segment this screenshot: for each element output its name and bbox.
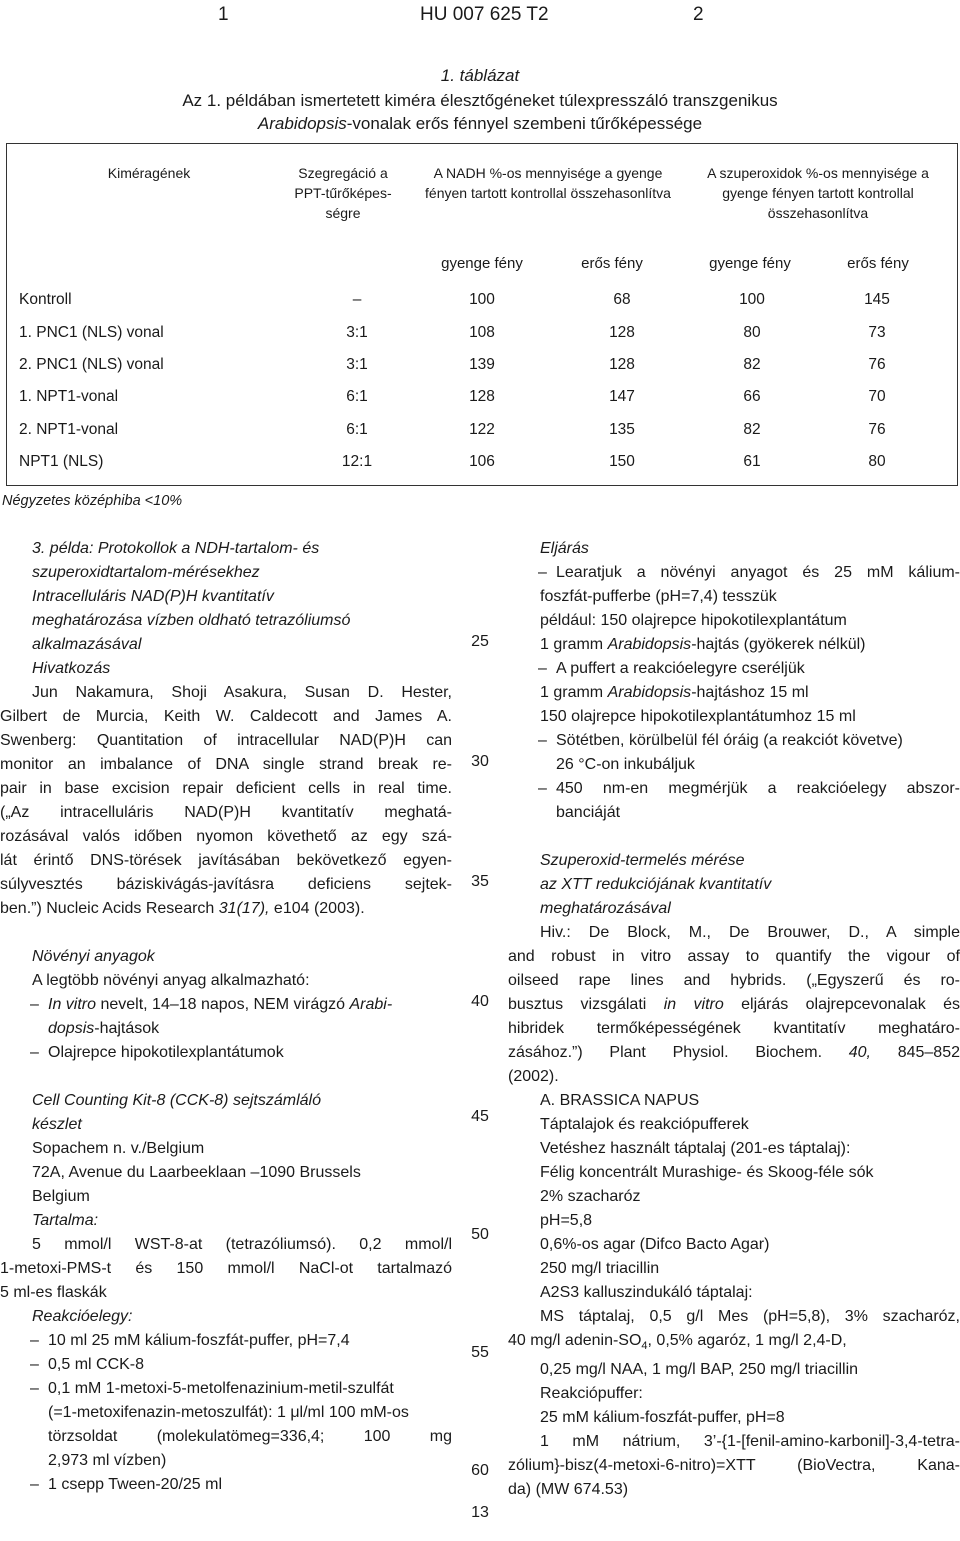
- text-line: 0,6%-os agar (Difco Bacto Agar): [540, 1236, 770, 1253]
- text-line: 250 mg/l triacillin: [540, 1260, 660, 1277]
- text-line: zásához.”) Plant Physiol. Biochem. 40, 845–852: [508, 1044, 960, 1061]
- table-label: 1. táblázat: [440, 66, 520, 85]
- text-line: 0,25 mg/l NAA, 1 mg/l BAP, 250 mg/l triacillin: [540, 1361, 859, 1379]
- table-row: [7, 291, 957, 315]
- text-line: Hiv.: De Block, M., De Brouwer, D., A simple: [540, 924, 960, 941]
- list-item: – Sötétben, körülbelül fél óráig (a reakciót követve): [508, 729, 960, 753]
- line-number: 35: [471, 873, 489, 890]
- text-line: Sopachem n. v./Belgium: [32, 1140, 205, 1157]
- text-line: lát érintő DNS-törések javításában bekövetkező egyen-: [0, 852, 452, 869]
- text-line: az XTT redukciójának kvantitatív: [540, 876, 772, 893]
- text-line: da) (MW 674.53): [508, 1481, 629, 1499]
- text-line: pH=5,8: [540, 1212, 593, 1229]
- cell-superoxide-high: 80: [868, 453, 886, 470]
- header-chimera-gene: Kiméragének: [107, 165, 191, 181]
- cell-segregation: 6:1: [346, 421, 368, 438]
- text-line: 2,973 ml vízben): [48, 1452, 167, 1469]
- table-title-line2: Arabidopsis-vonalak erős fénnyel szembeni tűrőképessége: [257, 114, 703, 133]
- cell-superoxide-low: 80: [743, 324, 761, 341]
- text-line: készlet: [32, 1116, 82, 1133]
- text-line: Vetéshez használt táptalaj (201-es táptalaj):: [540, 1140, 851, 1157]
- example-heading: 3. példa: Protokollok a NDH-tartalom- és: [32, 540, 320, 557]
- table-row: [7, 453, 957, 477]
- table-title-line1: Az 1. példában ismertetett kiméra élesztőgéneket túlexpresszáló transzgenikus: [182, 91, 778, 110]
- list-item: – 0,5 ml CCK-8: [0, 1353, 452, 1377]
- text-line: Félig koncentrált Murashige- és Skoog-féle sók: [540, 1164, 874, 1181]
- text-line: súlyvesztés báziskivágás-javításra deficiens sejtek-: [0, 876, 452, 893]
- text-line: 26 °C-on inkubáljuk: [556, 756, 695, 773]
- text-line: Belgium: [32, 1188, 90, 1205]
- text-line: Gilbert de Murcia, Keith W. Caldecott and James A.: [0, 708, 452, 725]
- cell-segregation: 3:1: [346, 324, 368, 341]
- text-line: Swenberg: Quantitation of intracellular NAD(P)H can: [0, 732, 452, 749]
- table-row: [7, 324, 957, 348]
- reaction-mix-heading: Reakcióelegy:: [32, 1308, 133, 1325]
- cell-superoxide-high: 73: [868, 324, 886, 341]
- text-line: monitor an imbalance of DNA single strand break re-: [0, 756, 452, 773]
- cell-gene: Kontroll: [19, 291, 72, 308]
- text-line: A legtöbb növényi anyag alkalmazható:: [32, 972, 310, 989]
- text-line: („Az intracelluláris NAD(P)H kvantitatív meghatá-: [0, 804, 452, 821]
- list-item: – 450 nm-en megmérjük a reakcióelegy abszor-: [508, 777, 960, 801]
- text-line: dopsis-hajtások: [48, 1020, 160, 1037]
- cell-nadh-high: 135: [609, 421, 635, 438]
- cell-segregation: 3:1: [346, 356, 368, 373]
- list-item: – 0,1 mM 1-metoxi-5-metolfenazinium-metil-szulfát: [0, 1377, 452, 1401]
- text-line: and robust in vitro assay to quantify the vigour of: [508, 948, 960, 965]
- results-table: [6, 143, 958, 486]
- line-number: 25: [471, 633, 489, 650]
- table-row: [7, 388, 957, 412]
- text-line: Táptalajok és reakciópufferek: [540, 1116, 749, 1133]
- contents-heading: Tartalma:: [32, 1212, 99, 1229]
- list-item: – A puffert a reakcióelegyre cseréljük: [508, 657, 960, 681]
- text-line: rozásával valós időben nyomon követhető az egy szá-: [0, 828, 452, 845]
- cell-segregation: 12:1: [341, 453, 373, 470]
- header-left-number: 1: [218, 4, 229, 25]
- list-item: – 10 ml 25 mM kálium-foszfát-puffer, pH=7,4: [0, 1329, 452, 1353]
- document-id: HU 007 625 T2: [420, 4, 549, 25]
- cell-superoxide-low: 82: [743, 421, 761, 438]
- cell-gene: NPT1 (NLS): [19, 453, 104, 470]
- text-line: Jun Nakamura, Shoji Asakura, Susan D. Hester,: [32, 684, 452, 701]
- plant-materials-heading: Növényi anyagok: [32, 948, 155, 965]
- table-row: [7, 421, 957, 445]
- header-superoxide: A szuperoxidok %-os mennyisége a gyenge fényen tartott kontrollal összehasonlítva: [707, 165, 929, 221]
- text-line: 1 gramm Arabidopsis-hajtáshoz 15 ml: [540, 684, 809, 701]
- text-line: MS táptalaj, 0,5 g/l Mes (pH=5,8), 3% szacharóz,: [540, 1308, 960, 1325]
- subheader-nadh-low-light: gyenge fény: [441, 255, 523, 272]
- header-nadh: A NADH %-os mennyisége a gyenge fényen tartott kontrollal összehasonlítva: [425, 165, 671, 201]
- list-item: – Olajrepce hipokotilexplantátumok: [0, 1041, 452, 1065]
- cell-gene: 2. PNC1 (NLS) vonal: [19, 356, 164, 373]
- text-line: (=1-metoxifenazin-metoszulfát): 1 μl/ml 100 mM-os: [48, 1404, 409, 1421]
- brassica-heading: A. BRASSICA NAPUS: [540, 1092, 700, 1109]
- text-line: szuperoxidtartalom-mérésekhez: [32, 564, 260, 581]
- cell-nadh-high: 128: [609, 324, 635, 341]
- text-line: 25 mM kálium-foszfát-puffer, pH=8: [540, 1409, 785, 1427]
- cell-superoxide-low: 61: [743, 453, 761, 470]
- text-line: A2S3 kalluszindukáló táptalaj:: [540, 1284, 753, 1301]
- procedure-heading: Eljárás: [540, 540, 589, 557]
- cell-nadh-low: 108: [469, 324, 495, 341]
- cell-gene: 1. PNC1 (NLS) vonal: [19, 324, 164, 341]
- text-line: Intracelluláris NAD(P)H kvantitatív: [32, 588, 274, 605]
- right-column: [508, 537, 960, 1502]
- line-number: 50: [471, 1226, 489, 1243]
- cell-nadh-low: 128: [469, 388, 495, 405]
- cell-segregation: –: [352, 291, 362, 308]
- cell-nadh-low: 100: [469, 291, 495, 308]
- text-line: hibridek termőképességének kvantitatív meghatáro-: [508, 1020, 960, 1037]
- cell-nadh-high: 128: [609, 356, 635, 373]
- text-line: törzsoldat (molekulatömeg=336,4; 100 mg: [48, 1428, 452, 1445]
- text-line: oilseed rape lines and hybrids. („Egyszerű és ro-: [508, 972, 960, 989]
- list-item: – Learatjuk a növényi anyagot és 25 mM kálium-: [508, 561, 960, 585]
- subheader-nadh-high-light: erős fény: [581, 255, 643, 272]
- kit-heading: Cell Counting Kit-8 (CCK-8) sejtszámláló: [32, 1092, 321, 1109]
- text-line: 5 mmol/l WST-8-at (tetrazóliumsó). 0,2 mmol/l: [32, 1236, 452, 1253]
- text-line: 1-metoxi-PMS-t és 150 mmol/l NaCl-ot tartalmazó: [0, 1260, 452, 1277]
- cell-superoxide-low: 82: [743, 356, 761, 373]
- cell-superoxide-high: 145: [864, 291, 890, 308]
- text-line: busztus vizsgálati in vitro eljárás olajrepcevonalak és: [508, 996, 960, 1013]
- cell-superoxide-high: 76: [868, 356, 886, 373]
- text-line: meghatározásával: [540, 900, 671, 917]
- header-right-number: 2: [693, 4, 704, 25]
- page-number: 13: [471, 1504, 489, 1521]
- list-item: – In vitro nevelt, 14–18 napos, NEM virágzó Arabi-: [0, 993, 452, 1017]
- cell-nadh-low: 106: [469, 453, 495, 470]
- cell-superoxide-high: 70: [868, 388, 886, 405]
- cell-superoxide-low: 66: [743, 388, 761, 405]
- text-line: zólium}-bisz(4-metoxi-6-nitro)=XTT (BioVectra, Kana-: [508, 1457, 960, 1475]
- cell-nadh-high: 150: [609, 453, 635, 470]
- text-line: foszfát-pufferbe (pH=7,4) tesszük: [540, 588, 777, 605]
- line-number: 55: [471, 1344, 489, 1361]
- line-number: 60: [471, 1462, 489, 1479]
- table-footnote: Négyzetes középhiba <10%: [2, 493, 183, 509]
- text-line: 5 ml-es flaskák: [0, 1284, 107, 1301]
- left-column: [0, 537, 452, 1497]
- text-line: 1 mM nátrium, 3’-{1-[fenil-amino-karbonil]-3,4-tetra-: [540, 1433, 960, 1451]
- text-line: (2002).: [508, 1068, 559, 1085]
- text-line: ben.”) Nucleic Acids Research 31(17), e104 (2003).: [0, 900, 365, 917]
- text-line: 1 gramm Arabidopsis-hajtás (gyökerek nélkül): [540, 636, 866, 653]
- cell-gene: 2. NPT1-vonal: [19, 421, 119, 438]
- reference-heading: Hivatkozás: [32, 660, 111, 677]
- subheader-superoxide-low-light: gyenge fény: [709, 255, 791, 272]
- superoxide-heading: Szuperoxid-termelés mérése: [540, 852, 745, 869]
- cell-superoxide-low: 100: [739, 291, 765, 308]
- text-line: 72A, Avenue du Laarbeeklaan –1090 Brussels: [32, 1164, 361, 1181]
- line-number: 40: [471, 993, 489, 1010]
- text-line: banciáját: [556, 804, 621, 821]
- text-line: alkalmazásával: [32, 636, 142, 653]
- cell-nadh-high: 68: [613, 291, 631, 308]
- table-row: [7, 356, 957, 380]
- cell-superoxide-high: 76: [868, 421, 886, 438]
- list-item: – 1 csepp Tween-20/25 ml: [0, 1473, 452, 1497]
- text-line: 2% szacharóz: [540, 1188, 641, 1205]
- text-line: Reakciópuffer:: [540, 1385, 643, 1403]
- line-number: 30: [471, 753, 489, 770]
- text-line: például: 150 olajrepce hipokotilexplantátum: [540, 612, 847, 629]
- cell-segregation: 6:1: [346, 388, 368, 405]
- text-line: pair in base excision repair deficient cells in real time.: [0, 780, 452, 797]
- line-number: 45: [471, 1108, 489, 1125]
- header-segregation: Szegregáció a PPT-tűrőképes-ségre: [294, 165, 392, 221]
- text-line: meghatározása vízben oldható tetrazóliumsó: [32, 612, 351, 629]
- subheader-superoxide-high-light: erős fény: [847, 255, 909, 272]
- cell-gene: 1. NPT1-vonal: [19, 388, 119, 405]
- cell-nadh-high: 147: [609, 388, 635, 405]
- cell-nadh-low: 139: [469, 356, 495, 373]
- text-line: 150 olajrepce hipokotilexplantátumhoz 15 ml: [540, 708, 856, 725]
- cell-nadh-low: 122: [469, 421, 495, 438]
- text-line: 40 mg/l adenin-$SO_4$, 0,5% agaróz, 1 mg/l 2,4-D,: [508, 1332, 847, 1353]
